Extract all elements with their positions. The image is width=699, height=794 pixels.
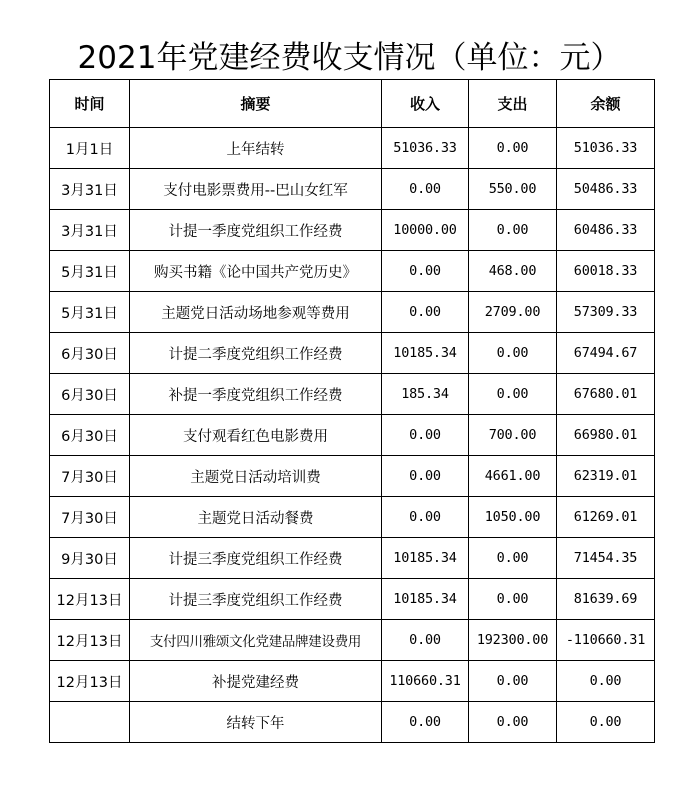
table-row <box>50 210 655 251</box>
cell-expense: 4661.00 <box>469 456 557 497</box>
cell-date: 3月31日 <box>50 169 130 210</box>
ledger-table <box>49 79 655 743</box>
cell-expense: 0.00 <box>469 128 557 169</box>
cell-summary: 购买书籍《论中国共产党历史》 <box>130 251 382 292</box>
cell-expense: 192300.00 <box>469 620 557 661</box>
cell-income: 0.00 <box>382 292 469 333</box>
cell-expense: 2709.00 <box>469 292 557 333</box>
cell-date: 1月1日 <box>50 128 130 169</box>
cell-balance: -110660.31 <box>557 620 655 661</box>
cell-date <box>50 702 130 743</box>
cell-income: 0.00 <box>382 702 469 743</box>
cell-income: 0.00 <box>382 456 469 497</box>
cell-summary: 主题党日活动餐费 <box>130 497 382 538</box>
cell-expense: 0.00 <box>469 579 557 620</box>
cell-expense: 0.00 <box>469 374 557 415</box>
table-row <box>50 415 655 456</box>
cell-balance: 61269.01 <box>557 497 655 538</box>
cell-expense: 0.00 <box>469 210 557 251</box>
cell-expense: 0.00 <box>469 702 557 743</box>
cell-summary: 支付观看红色电影费用 <box>130 415 382 456</box>
cell-expense: 0.00 <box>469 661 557 702</box>
cell-date: 6月30日 <box>50 415 130 456</box>
cell-balance: 50486.33 <box>557 169 655 210</box>
cell-date: 12月13日 <box>50 579 130 620</box>
cell-expense: 468.00 <box>469 251 557 292</box>
cell-income: 51036.33 <box>382 128 469 169</box>
column-header-expense: 支出 <box>469 80 557 128</box>
table-row <box>50 169 655 210</box>
cell-expense: 550.00 <box>469 169 557 210</box>
cell-balance: 60486.33 <box>557 210 655 251</box>
table-row <box>50 620 655 661</box>
page-title: 2021年党建经费收支情况（单位：元） <box>77 40 622 76</box>
cell-summary: 结转下年 <box>130 702 382 743</box>
cell-balance: 66980.01 <box>557 415 655 456</box>
cell-date: 6月30日 <box>50 333 130 374</box>
table-row <box>50 661 655 702</box>
cell-summary: 上年结转 <box>130 128 382 169</box>
column-header-summary: 摘要 <box>130 80 382 128</box>
cell-income: 110660.31 <box>382 661 469 702</box>
cell-summary: 支付四川雅颂文化党建品牌建设费用 <box>130 620 382 661</box>
cell-date: 12月13日 <box>50 620 130 661</box>
column-header-income: 收入 <box>382 80 469 128</box>
cell-balance: 71454.35 <box>557 538 655 579</box>
cell-income: 0.00 <box>382 620 469 661</box>
cell-balance: 67494.67 <box>557 333 655 374</box>
cell-date: 7月30日 <box>50 456 130 497</box>
table-row <box>50 702 655 743</box>
cell-date: 5月31日 <box>50 292 130 333</box>
cell-income: 10185.34 <box>382 538 469 579</box>
cell-balance: 67680.01 <box>557 374 655 415</box>
cell-balance: 57309.33 <box>557 292 655 333</box>
cell-summary: 计提一季度党组织工作经费 <box>130 210 382 251</box>
cell-date: 6月30日 <box>50 374 130 415</box>
table-row <box>50 456 655 497</box>
cell-income: 0.00 <box>382 497 469 538</box>
column-header-date: 时间 <box>50 80 130 128</box>
cell-date: 3月31日 <box>50 210 130 251</box>
cell-expense: 0.00 <box>469 333 557 374</box>
cell-summary: 支付电影票费用--巴山女红军 <box>130 169 382 210</box>
cell-income: 10000.00 <box>382 210 469 251</box>
cell-expense: 0.00 <box>469 538 557 579</box>
cell-income: 0.00 <box>382 251 469 292</box>
table-row <box>50 128 655 169</box>
cell-income: 0.00 <box>382 169 469 210</box>
cell-summary: 主题党日活动场地参观等费用 <box>130 292 382 333</box>
cell-summary: 补提一季度党组织工作经费 <box>130 374 382 415</box>
table-row <box>50 497 655 538</box>
table-row <box>50 251 655 292</box>
cell-date: 9月30日 <box>50 538 130 579</box>
cell-income: 185.34 <box>382 374 469 415</box>
cell-balance: 0.00 <box>557 702 655 743</box>
table-row <box>50 579 655 620</box>
cell-income: 10185.34 <box>382 579 469 620</box>
cell-balance: 62319.01 <box>557 456 655 497</box>
table-row <box>50 333 655 374</box>
cell-balance: 81639.69 <box>557 579 655 620</box>
cell-income: 0.00 <box>382 415 469 456</box>
cell-date: 12月13日 <box>50 661 130 702</box>
cell-date: 7月30日 <box>50 497 130 538</box>
cell-expense: 1050.00 <box>469 497 557 538</box>
cell-summary: 补提党建经费 <box>130 661 382 702</box>
column-header-balance: 余额 <box>557 80 655 128</box>
cell-balance: 51036.33 <box>557 128 655 169</box>
table-row <box>50 374 655 415</box>
cell-income: 10185.34 <box>382 333 469 374</box>
cell-date: 5月31日 <box>50 251 130 292</box>
cell-balance: 0.00 <box>557 661 655 702</box>
cell-summary: 主题党日活动培训费 <box>130 456 382 497</box>
cell-summary: 计提三季度党组织工作经费 <box>130 579 382 620</box>
table-row <box>50 292 655 333</box>
cell-balance: 60018.33 <box>557 251 655 292</box>
table-row <box>50 538 655 579</box>
table-header-row <box>50 80 655 128</box>
cell-summary: 计提三季度党组织工作经费 <box>130 538 382 579</box>
cell-summary: 计提二季度党组织工作经费 <box>130 333 382 374</box>
cell-expense: 700.00 <box>469 415 557 456</box>
